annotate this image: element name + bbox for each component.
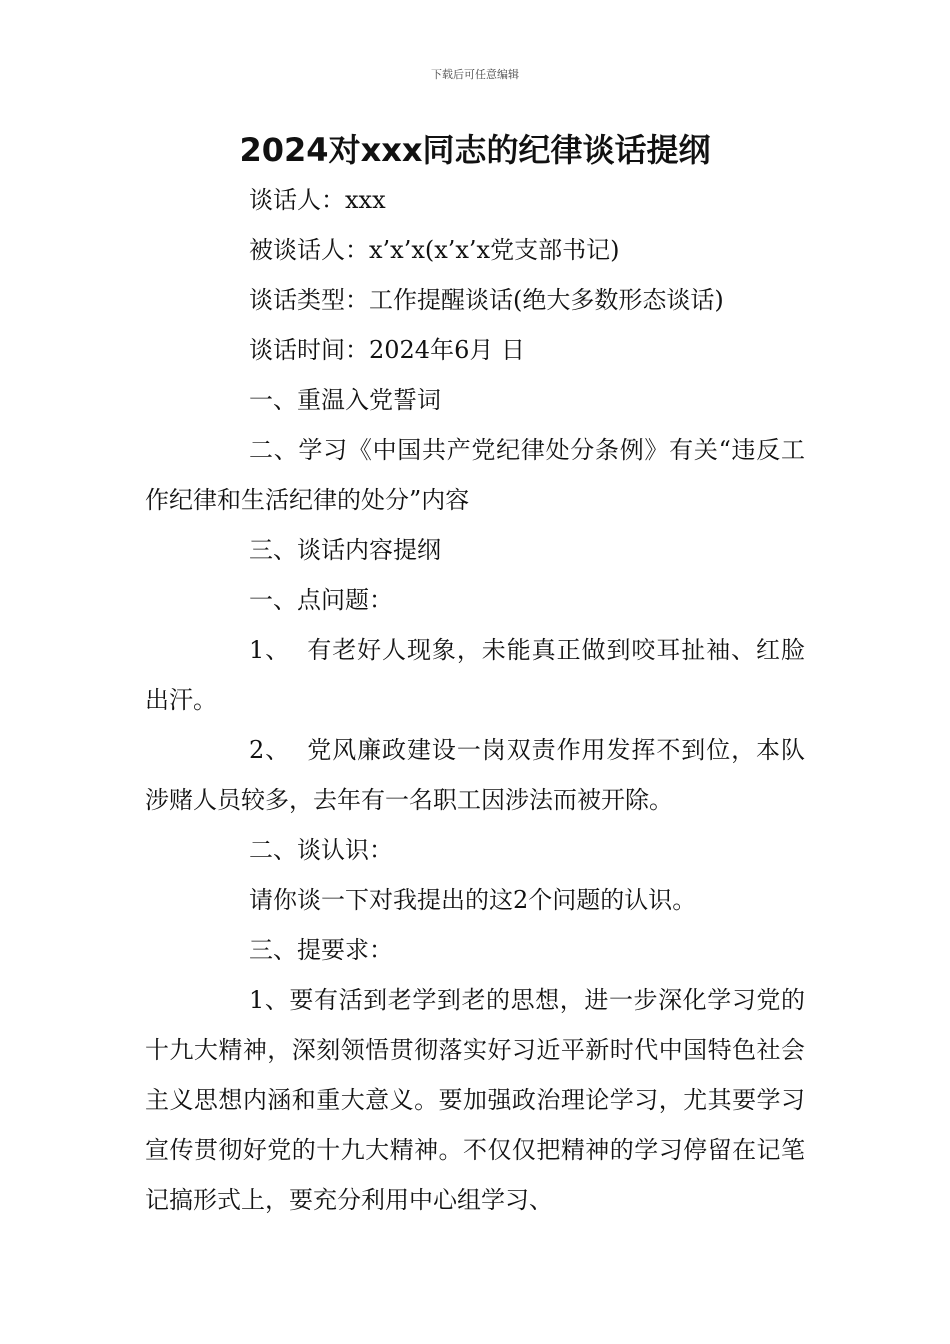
problem-item-1: 1、 有老好人现象，未能真正做到咬耳扯袖、红脸出汗。	[145, 636, 805, 714]
paragraph-talk-time: 谈话时间：2024年6月 日	[249, 336, 525, 364]
subsection-understanding: 二、谈认识：	[249, 836, 393, 864]
section-outline: 三、谈话内容提纲	[249, 536, 441, 564]
subsection-requirements: 三、提要求：	[249, 936, 393, 964]
requirement-item-1: 1、要有活到老学到老的思想，进一步深化学习党的十九大精神，深刻领悟贯彻落实好习近平新时代中国特色社会主义思想内涵和重大意义。要加强政治理论学习，尤其要学习宣传贯彻好党的十九大精神。不仅仅把精神的学习停留在记笔记搞形式上，要充分利用中心组学习、	[145, 986, 805, 1214]
paragraph-interviewer: 谈话人：xxx	[249, 186, 386, 214]
subsection-problems: 一、点问题：	[249, 586, 393, 614]
header-note: 下载后可任意编辑	[431, 68, 519, 81]
paragraph-talk-type: 谈话类型：工作提醒谈话(绝大多数形态谈话)	[249, 286, 724, 314]
document-body	[145, 175, 805, 1225]
section-study-regulations: 二、学习《中国共产党纪律处分条例》有关“违反工作纪律和生活纪律的处分”内容	[145, 436, 805, 514]
understanding-prompt: 请你谈一下对我提出的这2个问题的认识。	[249, 886, 697, 914]
section-oath: 一、重温入党誓词	[249, 386, 441, 414]
paragraph-interviewee: 被谈话人：x’x’x(x’x’x党支部书记)	[249, 236, 620, 264]
problem-item-2: 2、 党风廉政建设一岗双责作用发挥不到位，本队涉赌人员较多，去年有一名职工因涉法而被开除。	[145, 736, 805, 814]
document-title: 2024对xxx同志的纪律谈话提纲	[239, 131, 711, 169]
